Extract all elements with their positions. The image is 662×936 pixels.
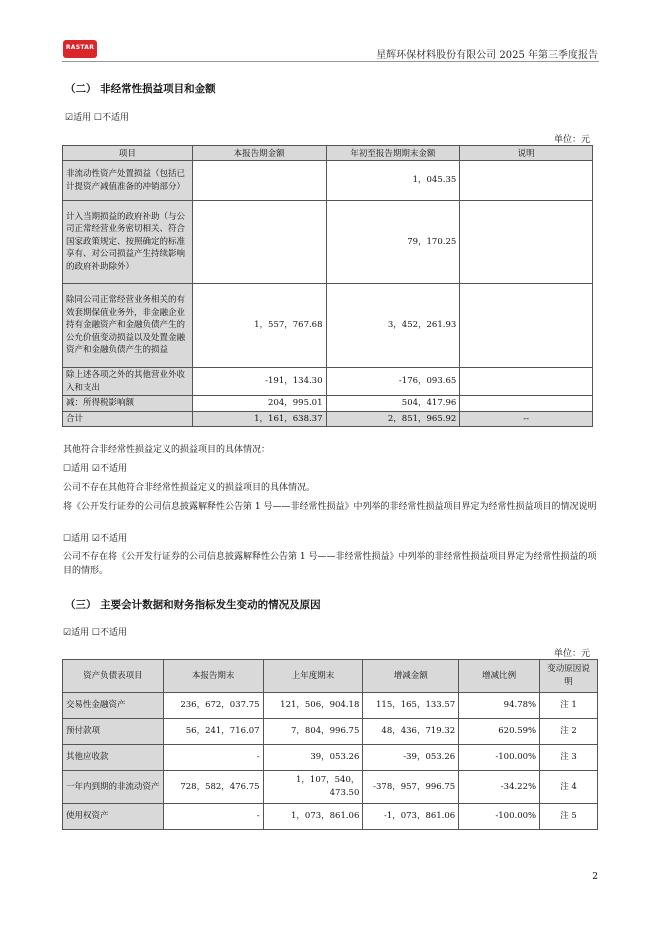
column-header: 说明 bbox=[460, 146, 593, 161]
table-row bbox=[63, 201, 593, 284]
cell-note bbox=[460, 396, 593, 412]
table-row bbox=[63, 161, 593, 201]
cell-change: 115，165，133.57 bbox=[363, 693, 459, 719]
table-row bbox=[63, 284, 593, 368]
cell-ratio: 94.78% bbox=[459, 693, 540, 719]
cell-end: - bbox=[163, 804, 263, 830]
cell-change: -378，957，996.75 bbox=[363, 771, 459, 804]
row-item: 计入当期损益的政府补助（与公司正常经营业务密切相关、符合国家政策规定、按照确定的标准享有、对公司损益产生持续影响的政府补助除外） bbox=[63, 201, 193, 284]
page-number: 2 bbox=[592, 872, 598, 882]
applicable-checkbox-other: ☐适用 ☑不适用 bbox=[63, 464, 127, 474]
table-row bbox=[63, 368, 593, 396]
column-header: 项目 bbox=[63, 146, 193, 161]
column-header: 增减比例 bbox=[459, 660, 540, 693]
table-row bbox=[63, 396, 593, 412]
cell-ytd: 504，417.96 bbox=[326, 396, 460, 412]
table-row bbox=[63, 771, 598, 804]
cell-reason: 注 1 bbox=[540, 693, 598, 719]
table-row bbox=[63, 745, 598, 771]
cell-prev: 39，053.26 bbox=[263, 745, 363, 771]
column-header: 本报告期金额 bbox=[192, 146, 326, 161]
column-header: 资产负债表项目 bbox=[63, 660, 164, 693]
table-row bbox=[63, 719, 598, 745]
cell-end: 728，582，476.75 bbox=[163, 771, 263, 804]
cell-note bbox=[460, 368, 593, 396]
cell-end: 56，241，716.07 bbox=[163, 719, 263, 745]
other-items-intro: 其他符合非经常性损益定义的损益项目的具体情况： bbox=[63, 445, 271, 455]
table-row bbox=[63, 693, 598, 719]
table-header-row bbox=[63, 146, 593, 161]
column-header: 增减金额 bbox=[363, 660, 459, 693]
row-item: 预付款项 bbox=[63, 719, 164, 745]
cell-note bbox=[460, 201, 593, 284]
cell-note: -- bbox=[460, 411, 593, 427]
column-header: 变动原因说明 bbox=[540, 660, 598, 693]
cell-ratio: 620.59% bbox=[459, 719, 540, 745]
cell-ytd: 2，851，965.92 bbox=[326, 411, 460, 427]
row-item: 交易性金融资产 bbox=[63, 693, 164, 719]
unit-label: 单位：元 bbox=[553, 649, 590, 659]
column-header: 上年度期末 bbox=[263, 660, 363, 693]
cell-ytd: 79，170.25 bbox=[326, 201, 460, 284]
report-title: 星辉环保材料股份有限公司 2025 年第三季度报告 bbox=[376, 50, 598, 61]
row-item: 其他应收款 bbox=[63, 745, 164, 771]
cell-change: -39，053.26 bbox=[363, 745, 459, 771]
define-intro: 将《公开发行证券的公司信息披露解释性公告第 1 号——非经常性损益》中列举的非经常性损益项目界定为经常性损益项目的情况说明 bbox=[63, 502, 597, 512]
cell-ytd: -176，093.65 bbox=[326, 368, 460, 396]
column-header: 年初至报告期期末金额 bbox=[326, 146, 460, 161]
cell-reason: 注 3 bbox=[540, 745, 598, 771]
table-total-row bbox=[63, 411, 593, 427]
header-divider bbox=[62, 61, 599, 62]
cell-end: - bbox=[163, 745, 263, 771]
nonrecurring-table bbox=[62, 145, 593, 427]
table-row bbox=[63, 804, 598, 830]
balance-changes-table bbox=[62, 659, 598, 830]
applicable-checkbox-define: ☐适用 ☑不适用 bbox=[63, 534, 127, 544]
cell-current: -191，134.30 bbox=[192, 368, 326, 396]
cell-prev: 1，073，861.06 bbox=[263, 804, 363, 830]
cell-ratio: -100.00% bbox=[459, 804, 540, 830]
cell-ratio: -100.00% bbox=[459, 745, 540, 771]
cell-note bbox=[460, 284, 593, 368]
cell-ratio: -34.22% bbox=[459, 771, 540, 804]
row-item: 除上述各项之外的其他营业外收入和支出 bbox=[63, 368, 193, 396]
cell-note bbox=[460, 161, 593, 201]
other-items-text: 公司不存在其他符合非经常性损益定义的损益项目的具体情况。 bbox=[63, 483, 316, 493]
table-header-row bbox=[63, 660, 598, 693]
define-text: 公司不存在将《公开发行证券的公司信息披露解释性公告第 1 号——非经常性损益》中列举的非经常性损益项目界定为经常性损益的项目的情形。 bbox=[63, 552, 597, 576]
unit-label: 单位：元 bbox=[553, 135, 590, 145]
section-heading-nonrecurring: （二） 非经常性损益项目和金额 bbox=[65, 83, 216, 95]
logo-text: RASTAR bbox=[65, 44, 95, 51]
cell-reason: 注 4 bbox=[540, 771, 598, 804]
cell-current bbox=[192, 161, 326, 201]
row-item: 一年内到期的非流动资产 bbox=[63, 771, 164, 804]
cell-current: 204，995.01 bbox=[192, 396, 326, 412]
row-item: 非流动性资产处置损益（包括已计提资产减值准备的冲销部分） bbox=[63, 161, 193, 201]
cell-ytd: 3，452，261.93 bbox=[326, 284, 460, 368]
cell-change: -1，073，861.06 bbox=[363, 804, 459, 830]
cell-reason: 注 2 bbox=[540, 719, 598, 745]
row-item: 减：所得税影响额 bbox=[63, 396, 193, 412]
cell-current: 1，161，638.37 bbox=[192, 411, 326, 427]
cell-prev: 121，506，904.18 bbox=[263, 693, 363, 719]
cell-ytd: 1，045.35 bbox=[326, 161, 460, 201]
row-item: 除同公司正常经营业务相关的有效套期保值业务外，非金融企业持有金融资产和金融负债产生的公允价值变动损益以及处置金融资产和金融负债产生的损益 bbox=[63, 284, 193, 368]
cell-reason: 注 5 bbox=[540, 804, 598, 830]
section-heading-changes: （三） 主要会计数据和财务指标发生变动的情况及原因 bbox=[65, 599, 321, 611]
cell-prev: 1，107，540，473.50 bbox=[263, 771, 363, 804]
cell-current: 1，557，767.68 bbox=[192, 284, 326, 368]
cell-change: 48，436，719.32 bbox=[363, 719, 459, 745]
row-item: 使用权资产 bbox=[63, 804, 164, 830]
applicable-checkbox-changes: ☑适用 ☐不适用 bbox=[63, 628, 127, 638]
applicable-checkbox-nonrecurring: ☑适用 ☐不适用 bbox=[65, 113, 129, 123]
cell-prev: 7，804，996.75 bbox=[263, 719, 363, 745]
cell-current bbox=[192, 201, 326, 284]
cell-end: 236，672，037.75 bbox=[163, 693, 263, 719]
row-item: 合计 bbox=[63, 411, 193, 427]
column-header: 本报告期末 bbox=[163, 660, 263, 693]
